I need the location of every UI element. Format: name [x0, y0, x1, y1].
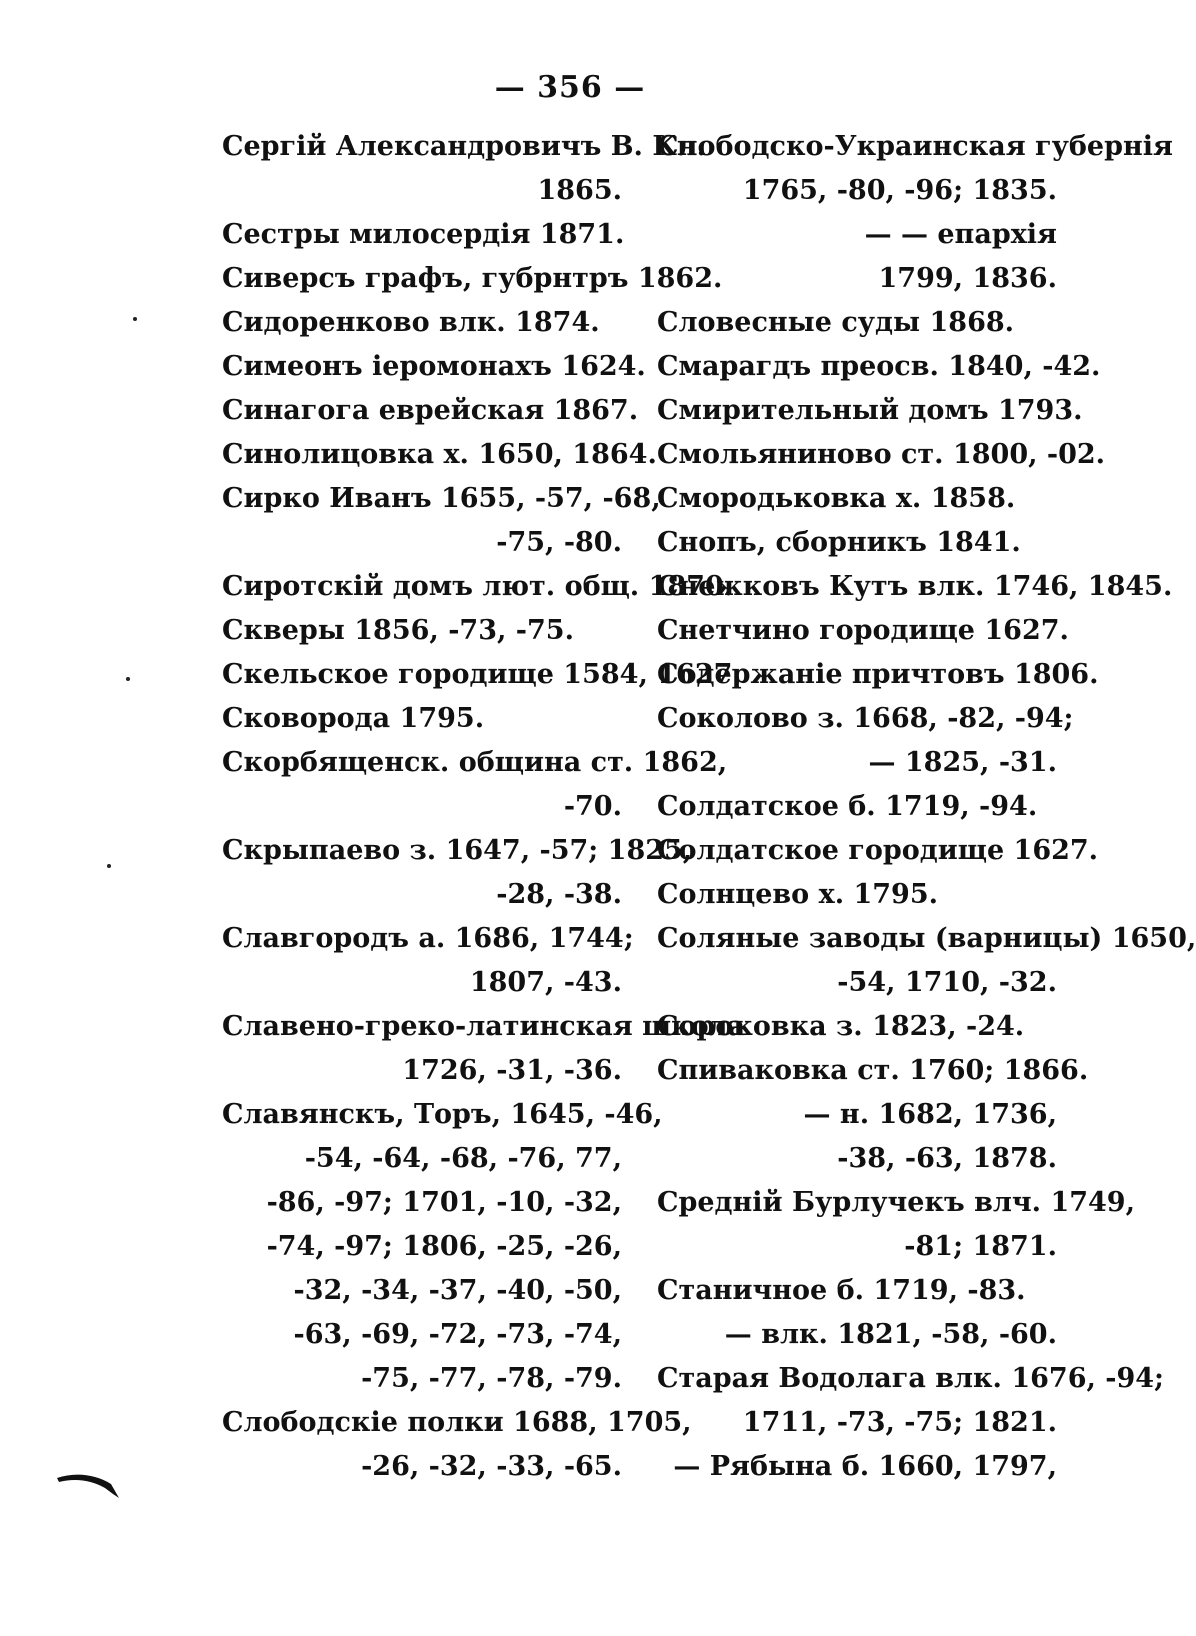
index-entry-line: Солнцево х. 1795.	[657, 879, 939, 910]
index-entry-line: 1711, -73, -75; 1821.	[742, 1407, 1057, 1438]
index-entry-line: -86, -97; 1701, -10, -32,	[266, 1187, 622, 1218]
index-entry-line: Славгородъ а. 1686, 1744;	[222, 923, 634, 954]
index-entry-line: Смольяниново ст. 1800, -02.	[657, 439, 1106, 470]
index-entry-line: Солдатское б. 1719, -94.	[657, 791, 1038, 822]
index-entry-line: — влк. 1821, -58, -60.	[724, 1319, 1057, 1350]
index-entry-line: Соколово з. 1668, -82, -94;	[657, 703, 1074, 734]
index-entry-line: Содержаніе причтовъ 1806.	[657, 659, 1099, 690]
index-entry-line: Сергій Александровичъ В. Кн.	[222, 131, 707, 162]
ink-speck	[126, 677, 130, 681]
index-entry-line: -75, -77, -78, -79.	[361, 1363, 622, 1394]
index-entry-line: -32, -34, -37, -40, -50,	[293, 1275, 622, 1306]
index-entry-line: Слободско-Украинская губернія	[657, 131, 1173, 162]
index-entry-line: Сковорода 1795.	[222, 703, 485, 734]
index-entry-line: Скельское городище 1584, 1627.	[222, 659, 742, 690]
index-entry-line: Станичное б. 1719, -83.	[657, 1275, 1026, 1306]
ink-stroke-mark	[55, 1470, 135, 1510]
index-entry-line: Смарагдъ преосв. 1840, -42.	[657, 351, 1101, 382]
index-entry-line: — — епархія	[864, 219, 1057, 250]
index-entry-line: Старая Водолага влк. 1676, -94;	[657, 1363, 1165, 1394]
index-entry-line: Снежковъ Кутъ влк. 1746, 1845.	[657, 571, 1173, 602]
index-entry-line: 1799, 1836.	[878, 263, 1057, 294]
index-entry-line: — 1825, -31.	[868, 747, 1057, 778]
ink-speck	[107, 864, 111, 868]
index-entry-line: 1726, -31, -36.	[402, 1055, 622, 1086]
index-entry-line: 1765, -80, -96; 1835.	[742, 175, 1057, 206]
index-entry-line: Сиверсъ графъ, губрнтръ 1862.	[222, 263, 723, 294]
right-index-column	[657, 125, 1196, 1489]
index-entry-line: Скорбященск. община ст. 1862,	[222, 747, 728, 778]
index-entry-line: -26, -32, -33, -65.	[361, 1451, 622, 1482]
index-entry-line: 1865.	[537, 175, 622, 206]
index-entry-line: -38, -63, 1878.	[837, 1143, 1057, 1174]
index-entry-line: Снетчино городище 1627.	[657, 615, 1069, 646]
index-entry-line: Сиротскій домъ лют. общ. 1870.	[222, 571, 734, 602]
index-entry-line: -63, -69, -72, -73, -74,	[293, 1319, 622, 1350]
index-entry-line: Синолицовка х. 1650, 1864.	[222, 439, 657, 470]
left-index-column	[222, 125, 746, 1489]
index-entry-line: -28, -38.	[496, 879, 622, 910]
ink-speck	[133, 317, 137, 321]
index-entry-line: Спиваковка ст. 1760; 1866.	[657, 1055, 1089, 1086]
index-entry-line: -81; 1871.	[904, 1231, 1057, 1262]
index-entry-line: Скверы 1856, -73, -75.	[222, 615, 574, 646]
index-entry-line: Симеонъ іеромонахъ 1624.	[222, 351, 646, 382]
index-entry-line: -75, -80.	[496, 527, 622, 558]
index-entry-line: — Рябына б. 1660, 1797,	[673, 1451, 1057, 1482]
index-entry-line: Словесные суды 1868.	[657, 307, 1015, 338]
index-entry-line: Синагога еврейская 1867.	[222, 395, 639, 426]
index-entry-line: Сирко Иванъ 1655, -57, -68,	[222, 483, 661, 514]
index-entry-line: Сидоренково влк. 1874.	[222, 307, 600, 338]
index-entry-line: Слободскіе полки 1688, 1705,	[222, 1407, 692, 1438]
index-entry-line: Сороковка з. 1823, -24.	[657, 1011, 1025, 1042]
index-entry-line: Смирительный домъ 1793.	[657, 395, 1083, 426]
index-entry-line: -70.	[563, 791, 622, 822]
page-number: — 356 —	[494, 70, 646, 105]
index-entry-line: -54, -64, -68, -76, 77,	[304, 1143, 622, 1174]
index-entry-line: Соляные заводы (варницы) 1650,	[657, 923, 1196, 954]
index-entry-line: Скрыпаево з. 1647, -57; 1825,	[222, 835, 693, 866]
index-entry-line: 1807, -43.	[469, 967, 622, 998]
index-entry-line: Славено-греко-латинская школа	[222, 1011, 746, 1042]
index-entry-line: Снопъ, сборникъ 1841.	[657, 527, 1021, 558]
index-entry-line: Смородьковка х. 1858.	[657, 483, 1016, 514]
index-entry-line: -74, -97; 1806, -25, -26,	[266, 1231, 622, 1262]
index-entry-line: Сестры милосердія 1871.	[222, 219, 625, 250]
index-entry-line: Солдатское городище 1627.	[657, 835, 1099, 866]
index-entry-line: Славянскъ, Торъ, 1645, -46,	[222, 1099, 663, 1130]
index-entry-line: — н. 1682, 1736,	[803, 1099, 1057, 1130]
index-entry-line: -54, 1710, -32.	[837, 967, 1057, 998]
index-entry-line: Средній Бурлучекъ влч. 1749,	[657, 1187, 1135, 1218]
